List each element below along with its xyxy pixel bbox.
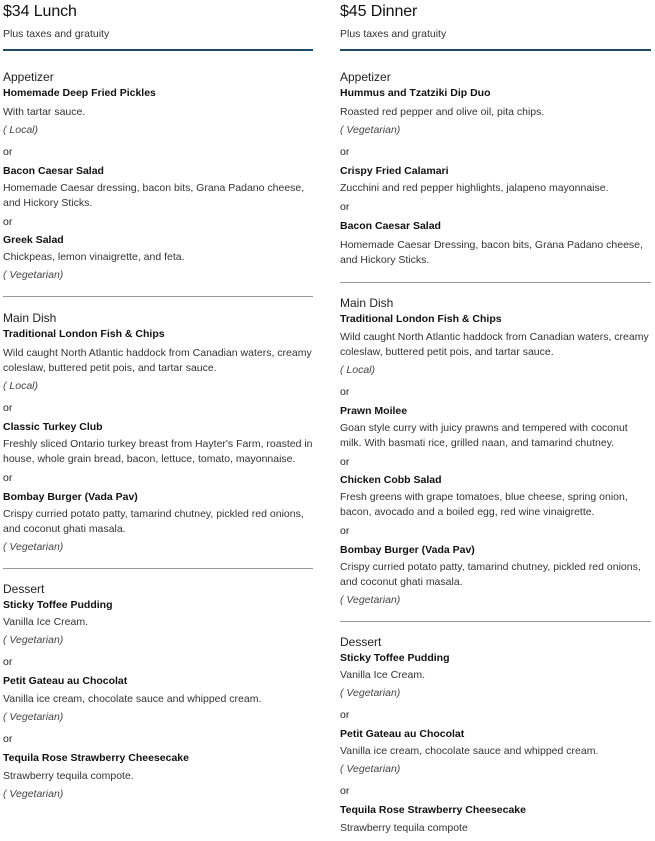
menu-item-description: Strawberry tequila compote: [340, 822, 468, 834]
menu-item-title: Chicken Cobb Salad: [340, 474, 442, 486]
lunch-dessert-heading: Dessert: [3, 582, 45, 596]
menu-item-title: Traditional London Fish & Chips: [3, 328, 165, 340]
dinner-tax-note: Plus taxes and gratuity: [340, 28, 447, 40]
menu-item-description: Strawberry tequila compote.: [3, 770, 134, 782]
menu-item-title: Crispy Fried Calamari: [340, 165, 449, 177]
menu-item-description: Crispy curried potato patty, tamarind chutney, pickled red onions, and coconut ghati masala.: [3, 508, 304, 535]
menu-item-tag: ( Vegetarian): [340, 687, 401, 699]
menu-item-tag: ( Vegetarian): [3, 788, 64, 800]
lunch-appetizer-heading: Appetizer: [3, 70, 54, 84]
menu-item-description: Vanilla ice cream, chocolate sauce and whipped cream.: [3, 693, 262, 705]
dinner-appetizer-heading: Appetizer: [340, 70, 391, 84]
or-separator: or: [340, 386, 350, 398]
menu-item-description: Crispy curried potato patty, tamarind chutney, pickled red onions, and coconut ghati masala.: [340, 561, 641, 588]
menu-item-title: Bombay Burger (Vada Pav): [3, 491, 138, 503]
menu-item-description: With tartar sauce.: [3, 106, 86, 118]
menu-item-tag: ( Vegetarian): [3, 634, 64, 646]
menu-item-description: Vanilla ice cream, chocolate sauce and whipped cream.: [340, 745, 599, 757]
dinner-main-heading: Main Dish: [340, 296, 394, 310]
menu-item-description: Freshly sliced Ontario turkey breast from Hayter's Farm, roasted in house, whole grain bread, bacon, lettuce, tomato, mayonnaise.: [3, 438, 313, 465]
menu-item-title: Traditional London Fish & Chips: [340, 313, 502, 325]
or-separator: or: [340, 146, 350, 158]
menu-item-title: Sticky Toffee Pudding: [340, 652, 450, 664]
menu-item-tag: ( Local): [3, 380, 39, 392]
menu-item-title: Tequila Rose Strawberry Cheesecake: [3, 752, 189, 764]
menu-item-tag: ( Vegetarian): [3, 269, 64, 281]
or-separator: or: [3, 472, 13, 484]
menu-item-description: Wild caught North Atlantic haddock from Canadian waters, creamy coleslaw, buttered petit pois, and tartar sauce.: [3, 347, 312, 374]
menu-item-title: Tequila Rose Strawberry Cheesecake: [340, 804, 526, 816]
menu-item-tag: ( Vegetarian): [3, 711, 64, 723]
menu-item-description: Vanilla Ice Cream.: [3, 616, 89, 628]
menu-item-description: Chickpeas, lemon vinaigrette, and feta.: [3, 251, 185, 263]
menu-item-description: Wild caught North Atlantic haddock from Canadian waters, creamy coleslaw, buttered petit pois, and tartar sauce.: [340, 331, 649, 358]
or-separator: or: [3, 656, 13, 668]
menu-item-title: Petit Gateau au Chocolat: [3, 675, 128, 687]
dinner-dessert-heading: Dessert: [340, 635, 382, 649]
or-separator: or: [340, 201, 350, 213]
menu-item-tag: ( Local): [3, 124, 39, 136]
menu-item-description: Vanilla Ice Cream.: [340, 669, 426, 681]
menu-item-title: Classic Turkey Club: [3, 421, 103, 433]
menu-item-tag: ( Vegetarian): [340, 124, 401, 136]
or-separator: or: [340, 525, 350, 537]
menu-item-title: Bombay Burger (Vada Pav): [340, 544, 475, 556]
menu-item-tag: ( Local): [340, 364, 376, 376]
menu-item-description: Homemade Caesar dressing, bacon bits, Grana Padano cheese, and Hickory Sticks.: [3, 182, 305, 209]
lunch-tax-note: Plus taxes and gratuity: [3, 28, 110, 40]
lunch-main-heading: Main Dish: [3, 311, 57, 325]
lunch-column: [3, 0, 313, 801]
dinner-column: [340, 0, 651, 836]
or-separator: or: [3, 402, 13, 414]
or-separator: or: [340, 456, 350, 468]
menu-item-tag: ( Vegetarian): [340, 763, 401, 775]
menu-item-title: Homemade Deep Fried Pickles: [3, 87, 156, 99]
menu-item-title: Bacon Caesar Salad: [3, 165, 104, 177]
or-separator: or: [340, 709, 350, 721]
menu-item-title: Sticky Toffee Pudding: [3, 599, 113, 611]
menu-item-title: Petit Gateau au Chocolat: [340, 728, 465, 740]
menu-item-title: Prawn Moilee: [340, 405, 408, 417]
dinner-price-heading: $45 Dinner: [340, 3, 418, 20]
or-separator: or: [3, 216, 13, 228]
menu-item-description: Fresh greens with grape tomatoes, blue cheese, spring onion, bacon, avocado and a boiled egg, red wine vinaigrette.: [340, 491, 628, 518]
menu-item-tag: ( Vegetarian): [340, 594, 401, 606]
menu-item-description: Goan style curry with juicy prawns and tempered with coconut milk. With basmati rice, grilled naan, and tamarind chutney.: [340, 422, 628, 449]
menu-item-title: Bacon Caesar Salad: [340, 220, 441, 232]
or-separator: or: [3, 146, 13, 158]
menu-item-title: Greek Salad: [3, 234, 64, 246]
or-separator: or: [3, 733, 13, 745]
menu-item-description: Zucchini and red pepper highlights, jalapeno mayonnaise.: [340, 182, 609, 194]
lunch-price-heading: $34 Lunch: [3, 3, 77, 20]
menu-item-tag: ( Vegetarian): [3, 541, 64, 553]
menu-item-description: Roasted red pepper and olive oil, pita chips.: [340, 106, 545, 118]
menu-item-description: Homemade Caesar Dressing, bacon bits, Grana Padano cheese, and Hickory Sticks.: [340, 239, 643, 266]
menu-item-title: Hummus and Tzatziki Dip Duo: [340, 87, 491, 99]
or-separator: or: [340, 785, 350, 797]
